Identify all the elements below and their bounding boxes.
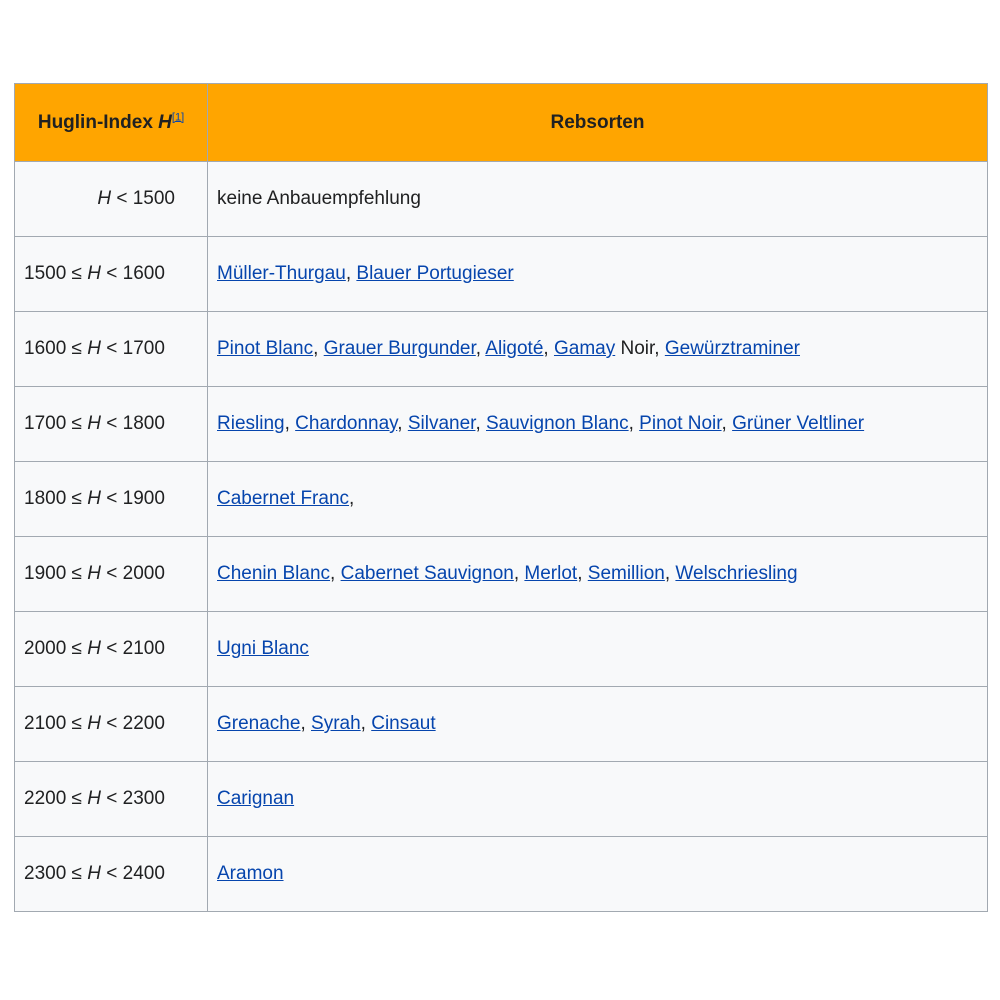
table-row bbox=[15, 612, 988, 687]
table-row bbox=[15, 762, 988, 837]
separator-text: , bbox=[664, 563, 676, 584]
table-row bbox=[15, 537, 988, 612]
grape-variety-link[interactable]: Cabernet Sauvignon bbox=[340, 563, 514, 584]
separator-text: , bbox=[284, 413, 296, 434]
grape-variety-link[interactable]: Aligoté bbox=[485, 338, 544, 359]
range-variable: H bbox=[87, 263, 101, 284]
grape-variety-link[interactable]: Grenache bbox=[217, 713, 301, 734]
range-upper: < 1800 bbox=[101, 413, 165, 434]
range-lower: 2200 ≤ bbox=[24, 788, 88, 809]
grape-variety-link[interactable]: Pinot Noir bbox=[639, 413, 722, 434]
separator-text: , bbox=[360, 713, 372, 734]
grape-variety-link[interactable]: Riesling bbox=[217, 413, 285, 434]
column-header-variable: H bbox=[158, 111, 172, 133]
grape-varieties-cell bbox=[208, 312, 988, 387]
grape-varieties-cell bbox=[208, 537, 988, 612]
table-row bbox=[15, 837, 988, 912]
grape-variety-link[interactable]: Aramon bbox=[217, 863, 284, 884]
huglin-table bbox=[14, 83, 988, 912]
separator-text: , bbox=[345, 263, 357, 284]
separator-text: , bbox=[313, 338, 324, 359]
table-header-row bbox=[15, 84, 988, 162]
grape-variety-link[interactable]: Pinot Blanc bbox=[217, 338, 314, 359]
column-header-label: Huglin-Index bbox=[37, 111, 159, 133]
grape-varieties-cell bbox=[208, 837, 988, 912]
separator-text: , bbox=[513, 563, 525, 584]
range-lower: 1600 ≤ bbox=[24, 338, 88, 359]
range-upper: < 2400 bbox=[101, 863, 165, 884]
table-row bbox=[15, 312, 988, 387]
range-upper: < 1600 bbox=[101, 263, 165, 284]
range-lower: 1500 ≤ bbox=[24, 263, 88, 284]
grape-varieties-cell bbox=[208, 462, 988, 537]
grape-variety-link[interactable]: Silvaner bbox=[407, 413, 476, 434]
range-upper: < 2300 bbox=[101, 788, 165, 809]
range-upper: < 1500 bbox=[111, 188, 175, 209]
huglin-range-cell bbox=[15, 162, 208, 237]
grape-variety-link[interactable]: Chenin Blanc bbox=[217, 563, 331, 584]
grape-variety-link[interactable]: Welschriesling bbox=[675, 563, 798, 584]
separator-text: , bbox=[397, 413, 408, 434]
range-variable: H bbox=[87, 338, 101, 359]
huglin-range-cell bbox=[15, 612, 208, 687]
reference-footnote bbox=[172, 111, 184, 123]
huglin-range-cell bbox=[15, 762, 208, 837]
range-upper: < 2100 bbox=[101, 638, 165, 659]
range-lower: 2100 ≤ bbox=[24, 713, 88, 734]
table-row bbox=[15, 162, 988, 237]
separator-text: keine Anbauempfehlung bbox=[217, 188, 421, 209]
grape-varieties-cell bbox=[208, 162, 988, 237]
huglin-range-cell bbox=[15, 387, 208, 462]
huglin-range-cell bbox=[15, 312, 208, 387]
range-variable: H bbox=[87, 488, 101, 509]
separator-text: , bbox=[300, 713, 312, 734]
separator-text: , bbox=[577, 563, 588, 584]
grape-variety-link[interactable]: Müller-Thurgau bbox=[217, 263, 346, 284]
huglin-range-cell bbox=[15, 837, 208, 912]
separator-text: , bbox=[330, 563, 341, 584]
range-lower: 1700 ≤ bbox=[24, 413, 88, 434]
huglin-table-container bbox=[14, 83, 987, 912]
huglin-range-cell bbox=[15, 687, 208, 762]
table-row bbox=[15, 237, 988, 312]
grape-varieties-cell bbox=[208, 762, 988, 837]
table-row bbox=[15, 387, 988, 462]
column-header-rebsorten: Rebsorten bbox=[208, 84, 988, 162]
separator-text: , bbox=[543, 338, 554, 359]
grape-variety-link[interactable]: Ugni Blanc bbox=[217, 638, 309, 659]
grape-variety-link[interactable]: Merlot bbox=[524, 563, 578, 584]
range-variable: H bbox=[87, 563, 101, 584]
separator-text: , bbox=[721, 413, 733, 434]
reference-link[interactable]: [1] bbox=[171, 111, 185, 124]
grape-variety-link[interactable]: Blauer Portugieser bbox=[356, 263, 514, 284]
column-header-huglin-index bbox=[15, 84, 208, 162]
separator-text: , bbox=[349, 488, 355, 509]
range-lower: 2300 ≤ bbox=[24, 863, 88, 884]
range-upper: < 1700 bbox=[101, 338, 165, 359]
grape-variety-link[interactable]: Sauvignon Blanc bbox=[486, 413, 629, 434]
range-upper: < 1900 bbox=[101, 488, 165, 509]
separator-text: , bbox=[475, 413, 486, 434]
range-lower: 1900 ≤ bbox=[24, 563, 88, 584]
grape-varieties-cell bbox=[208, 612, 988, 687]
grape-variety-link[interactable]: Grüner Veltliner bbox=[732, 413, 865, 434]
separator-text: Noir, bbox=[615, 338, 665, 359]
grape-variety-link[interactable]: Grauer Burgunder bbox=[323, 338, 476, 359]
grape-varieties-cell bbox=[208, 387, 988, 462]
table-row bbox=[15, 462, 988, 537]
grape-variety-link[interactable]: Cinsaut bbox=[371, 713, 436, 734]
table-body bbox=[15, 162, 988, 912]
range-variable: H bbox=[97, 188, 112, 209]
separator-text: , bbox=[628, 413, 640, 434]
grape-variety-link[interactable]: Gamay bbox=[553, 338, 616, 359]
range-variable: H bbox=[87, 713, 101, 734]
range-upper: < 2000 bbox=[101, 563, 165, 584]
huglin-range-cell bbox=[15, 237, 208, 312]
range-variable: H bbox=[87, 638, 101, 659]
range-variable: H bbox=[87, 788, 101, 809]
range-lower: 1800 ≤ bbox=[24, 488, 88, 509]
huglin-range-cell bbox=[15, 462, 208, 537]
grape-varieties-cell bbox=[208, 237, 988, 312]
grape-varieties-cell bbox=[208, 687, 988, 762]
grape-variety-link[interactable]: Semillion bbox=[587, 563, 665, 584]
table-row bbox=[15, 687, 988, 762]
range-variable: H bbox=[87, 863, 101, 884]
range-upper: < 2200 bbox=[101, 713, 165, 734]
grape-variety-link[interactable]: Cabernet Franc bbox=[217, 488, 350, 509]
grape-variety-link[interactable]: Chardonnay bbox=[295, 413, 398, 434]
separator-text: , bbox=[475, 338, 486, 359]
range-variable: H bbox=[87, 413, 101, 434]
huglin-range-cell bbox=[15, 537, 208, 612]
range-lower: 2000 ≤ bbox=[24, 638, 88, 659]
grape-variety-link[interactable]: Carignan bbox=[217, 788, 295, 809]
grape-variety-link[interactable]: Gewürztraminer bbox=[664, 338, 800, 359]
grape-variety-link[interactable]: Syrah bbox=[311, 713, 361, 734]
